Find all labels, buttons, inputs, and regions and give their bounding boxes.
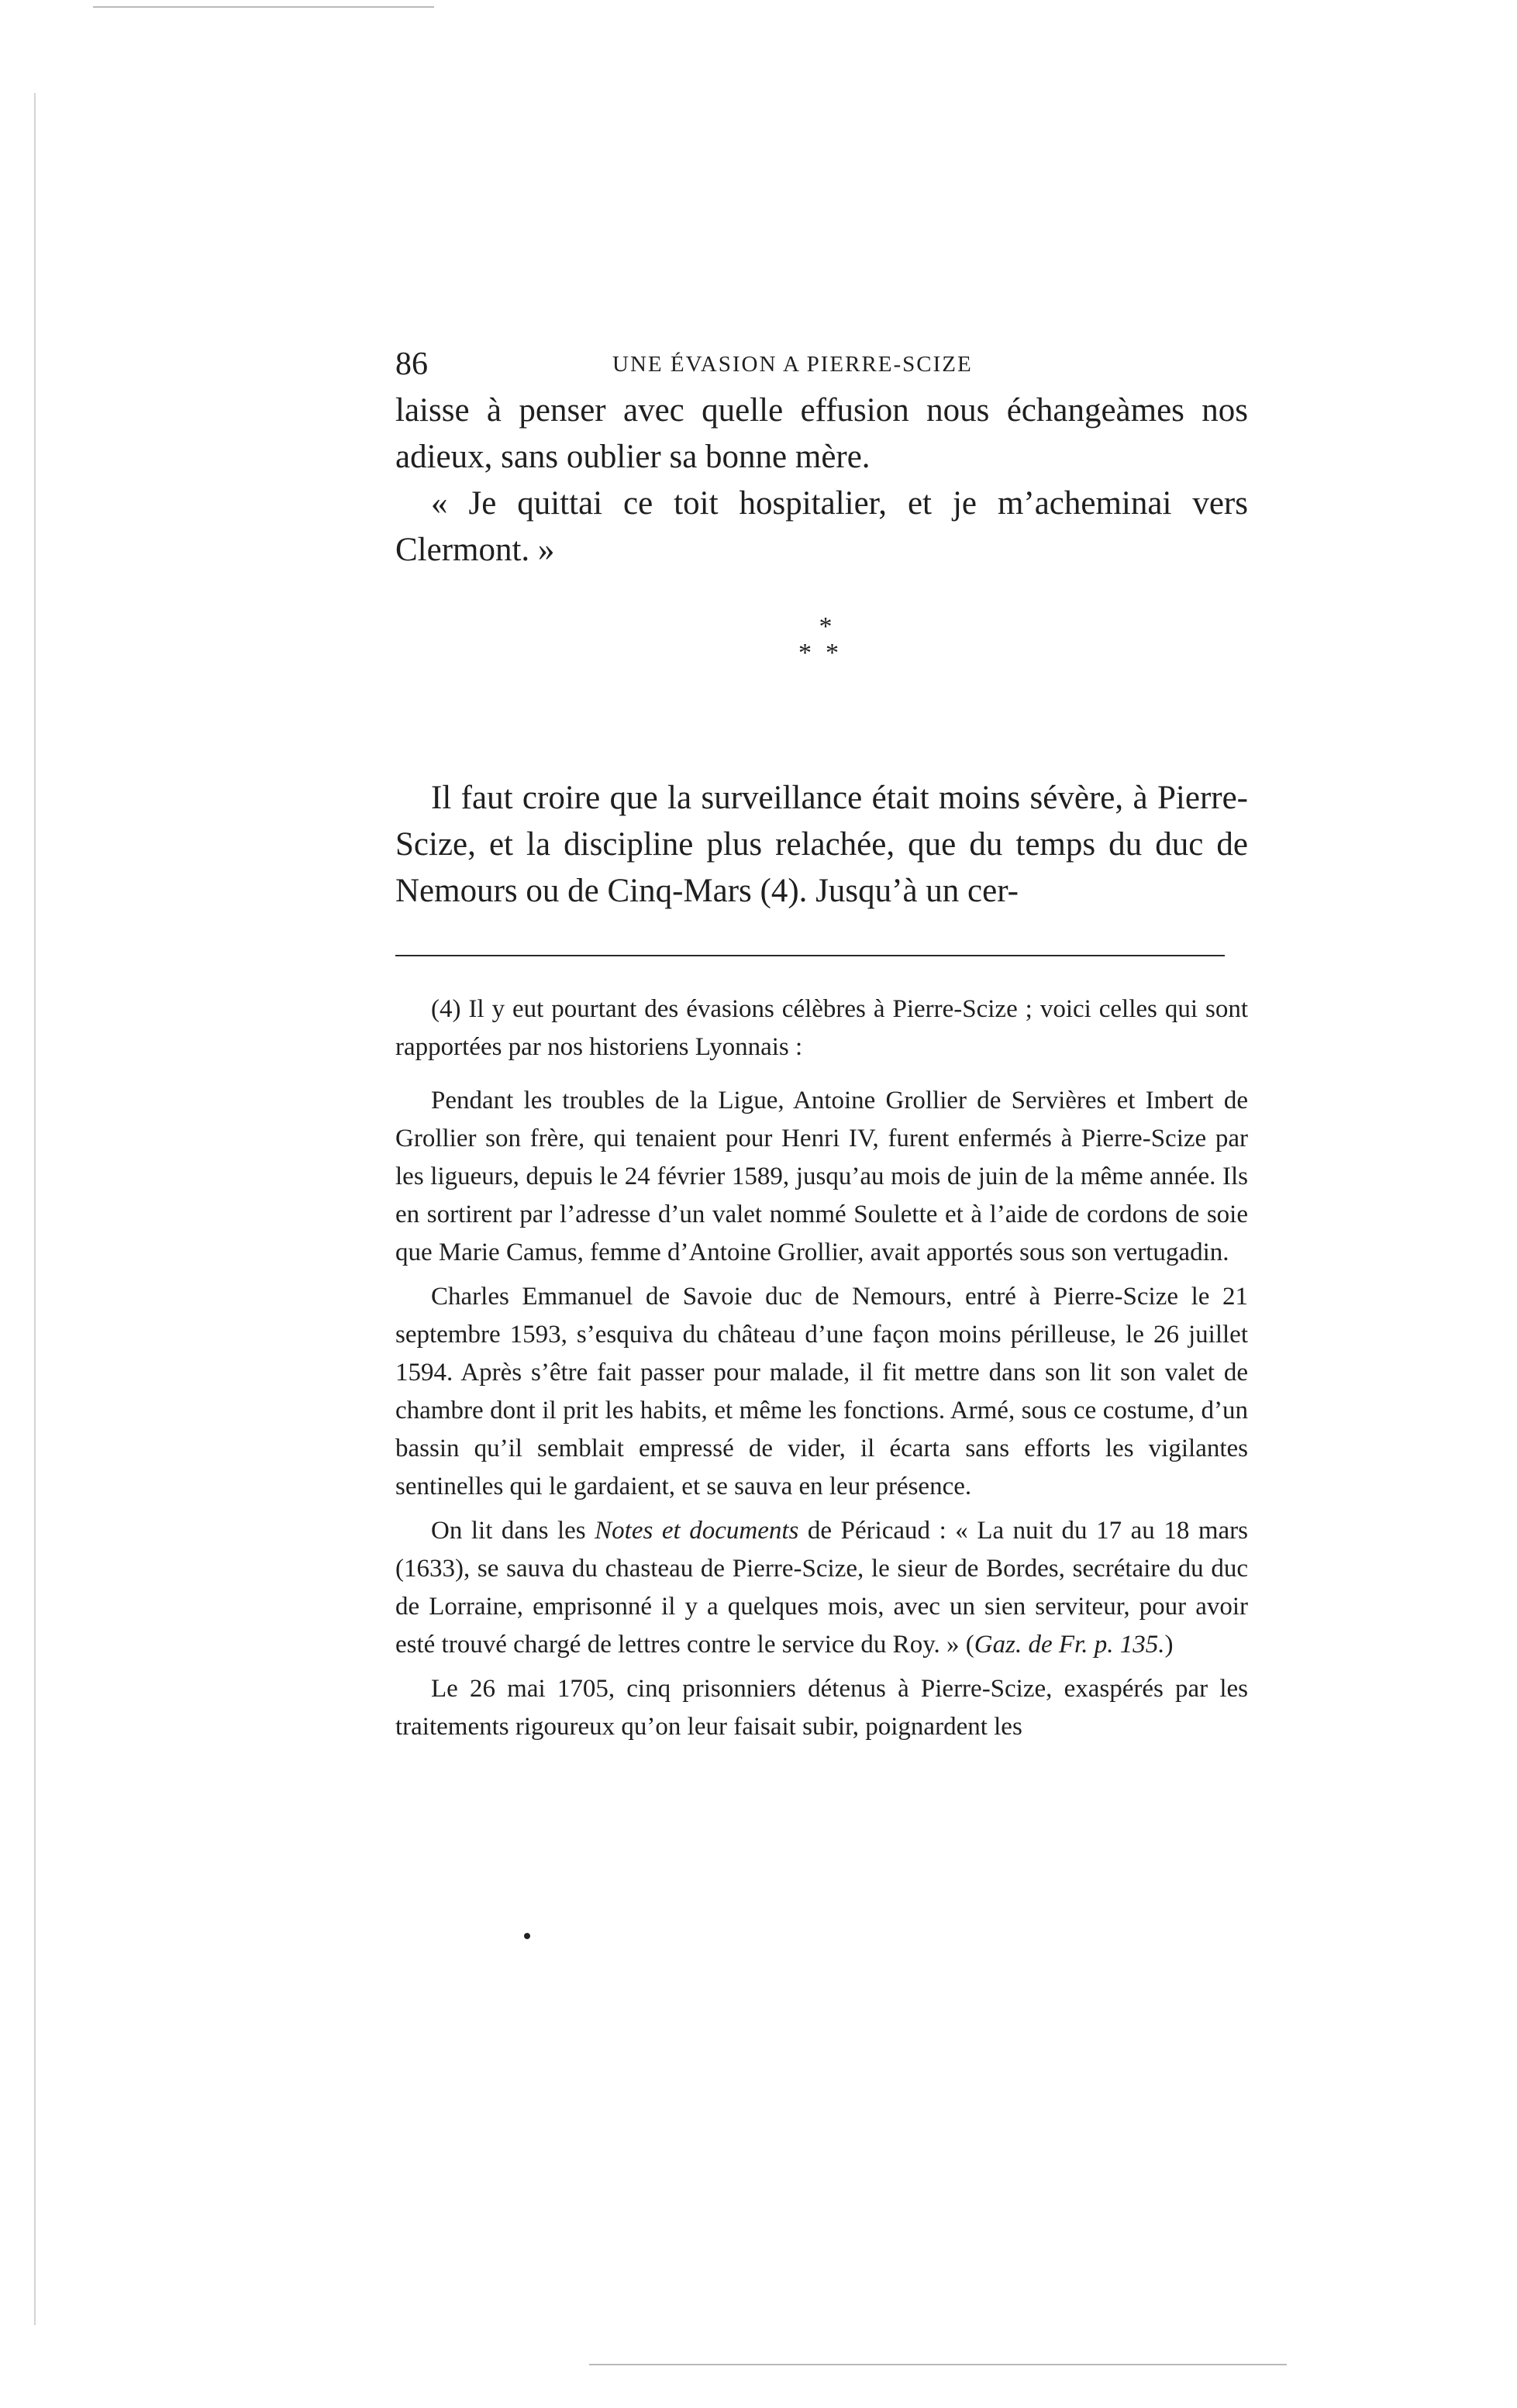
footnote-4-grollier: Pendant les troubles de la Ligue, Antoine Grollier de Servières et Imbert de Grollier son frère, qui tenaient pour Henri IV, furent enfermés à Pierre-Scize par les ligueurs, depuis le 24 février 1589, jusqu’au mois de juin de la même année. Ils en sortirent par l’adresse d’un valet nommé Soulette et à l’aide de cordons de soie que Marie Camus, femme d’Antoine Grollier, avait apportés sous son vertugadin. bbox=[395, 1087, 1248, 1266]
pericaud-text-c: ) bbox=[1164, 1631, 1174, 1659]
pericaud-text-a: On lit dans les bbox=[431, 1517, 595, 1545]
paragraph-continuation: laisse à penser avec quelle effusion nous échangeàmes nos adieux, sans oublier sa bonne mère. bbox=[395, 392, 1248, 475]
footnotes bbox=[395, 990, 1248, 1746]
section-break-asterism bbox=[395, 614, 1248, 667]
main-text bbox=[395, 388, 1248, 915]
footnote-4-1705: Le 26 mai 1705, cinq prisonniers détenus à Pierre-Scize, exaspérés par les traitements rigoureux qu’on leur faisait subir, poignardent les bbox=[395, 1675, 1248, 1741]
pericaud-text-b: de Péricaud : « La nuit du 17 au 18 mars (1633), se sauva du chasteau de Pierre-Scize, le sieur de Bordes, secrétaire du duc de Lorraine, emprisonné il y a quelques mois, avec un sien serviteur, pour avoir esté trouvé chargé de lettres contre le service du Roy. » ( bbox=[395, 1517, 1249, 1659]
paragraph-main: Il faut croire que la surveillance était moins sévère, à Pierre-Scize, et la discipline plus relachée, que du temps du duc de Nemours ou de Cinq-Mars (4). Jusqu’à un cer- bbox=[395, 780, 1248, 909]
asterism-bottom: ** bbox=[798, 639, 853, 667]
book-page bbox=[395, 341, 1248, 1746]
footnote-4-pericaud bbox=[395, 1512, 1248, 1664]
running-title: UNE ÉVASION A PIERRE-SCIZE bbox=[612, 352, 973, 377]
pericaud-citation: Gaz. de Fr. p. 135. bbox=[974, 1631, 1165, 1659]
scan-edge-top bbox=[93, 6, 434, 8]
pericaud-source-title: Notes et documents bbox=[595, 1517, 799, 1545]
ink-dot bbox=[524, 1933, 530, 1939]
footnote-4-nemours: Charles Emmanuel de Savoie duc de Nemours, entré à Pierre-Scize le 21 septembre 1593, s’esquiva du château d’une façon moins périlleuse, le 26 juillet 1594. Après s’être fait passer pour malade, il fit mettre dans son lit son valet de chambre dont il prit les habits, et même les fonctions. Armé, sous ce costume, d’un bassin qu’il semblait empressé de vider, il écarta sans efforts les vigilantes sentinelles qui le gardaient, et se sauva en leur présence. bbox=[395, 1283, 1248, 1500]
footnote-4-intro: (4) Il y eut pourtant des évasions célèbres à Pierre-Scize ; voici celles qui sont rapportées par nos historiens Lyonnais : bbox=[395, 995, 1248, 1061]
paragraph-quote: « Je quittai ce toit hospitalier, et je m’acheminai vers Clermont. » bbox=[395, 485, 1248, 568]
running-head bbox=[395, 341, 1248, 388]
page-number: 86 bbox=[395, 346, 428, 382]
scan-edge-bottom bbox=[589, 2364, 1287, 2365]
scan-edge-left bbox=[34, 93, 36, 2325]
asterism-top: * bbox=[819, 612, 833, 641]
footnote-divider bbox=[395, 955, 1225, 956]
